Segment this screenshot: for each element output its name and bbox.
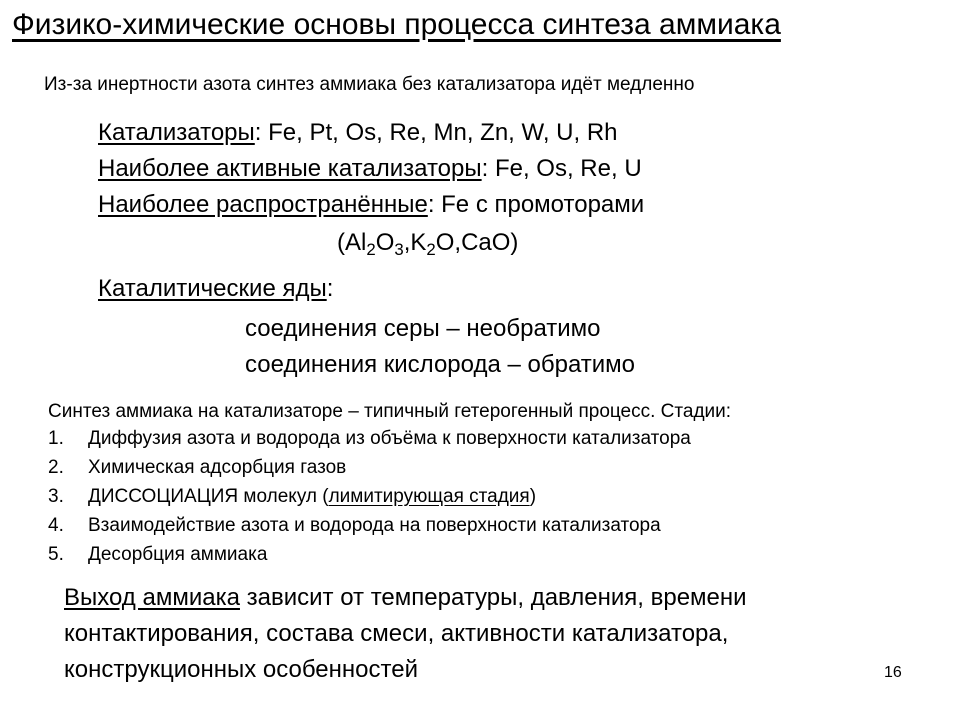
catalysts-line [98, 115, 618, 151]
catalysts-label: Катализаторы [98, 119, 255, 146]
list-item [48, 486, 691, 515]
poisons-label: Каталитические яды [98, 275, 327, 302]
list-item-number: 2. [48, 457, 64, 478]
list-item [48, 515, 691, 544]
poison-oxygen: соединения кислорода – обратимо [245, 351, 636, 378]
formula-k-subscript: 2 [426, 240, 436, 260]
common-catalysts-value: : Fe с промоторами [427, 191, 645, 218]
page-number: 16 [884, 664, 902, 681]
yield-paragraph [64, 580, 884, 688]
stages-intro: Синтез аммиака на катализаторе – типичный гетерогенный процесс. Стадии: [48, 401, 732, 422]
list-item-number: 4. [48, 515, 64, 536]
formula-al: (Al [337, 229, 367, 256]
list-item-text: Химическая адсорбция газов [88, 457, 347, 478]
promoters-formula [337, 225, 518, 261]
list-item-text: ДИССОЦИАЦИЯ молекул ( [88, 486, 329, 507]
active-catalysts-line [98, 151, 642, 187]
list-item-number: 1. [48, 428, 64, 449]
common-catalysts-label: Наиболее распространённые [98, 191, 428, 218]
list-item-text: Диффузия азота и водорода из объёма к поверхности катализатора [88, 428, 691, 449]
list-item [48, 428, 691, 457]
formula-k: ,K [403, 229, 427, 256]
formula-o: O [375, 229, 395, 256]
list-item-number: 3. [48, 486, 64, 507]
common-catalysts-line [98, 187, 644, 223]
list-item-text: Десорбция аммиака [88, 544, 268, 565]
formula-o-subscript: 3 [394, 240, 404, 260]
poisons-line [98, 271, 333, 307]
catalysts-value: : Fe, Pt, Os, Re, Mn, Zn, W, U, Rh [254, 119, 618, 146]
list-item-suffix: ) [529, 486, 537, 507]
formula-al-subscript: 2 [366, 240, 376, 260]
stages-list [48, 428, 691, 573]
limiting-stage-highlight: лимитирующая стадия [328, 486, 530, 507]
yield-text: зависит от температуры, давления, времени контактирования, состава смеси, активности катализатора, конструкционных особенностей [64, 584, 747, 683]
intro-text: Из-за инертности азота синтез аммиака без катализатора идёт медленно [44, 74, 695, 95]
list-item [48, 544, 691, 573]
list-item-number: 5. [48, 544, 64, 565]
active-catalysts-value: : Fe, Os, Re, U [481, 155, 642, 182]
list-item-text: Взаимодействие азота и водорода на поверхности катализатора [88, 515, 661, 536]
poison-sulfur: соединения серы – необратимо [245, 315, 601, 342]
active-catalysts-label: Наиболее активные катализаторы [98, 155, 482, 182]
yield-label: Выход аммиака [64, 584, 240, 611]
list-item [48, 457, 691, 486]
poisons-colon: : [326, 275, 334, 302]
slide-title: Физико-химические основы процесса синтеза аммиака [12, 8, 781, 41]
formula-rest: O,CaO) [435, 229, 519, 256]
